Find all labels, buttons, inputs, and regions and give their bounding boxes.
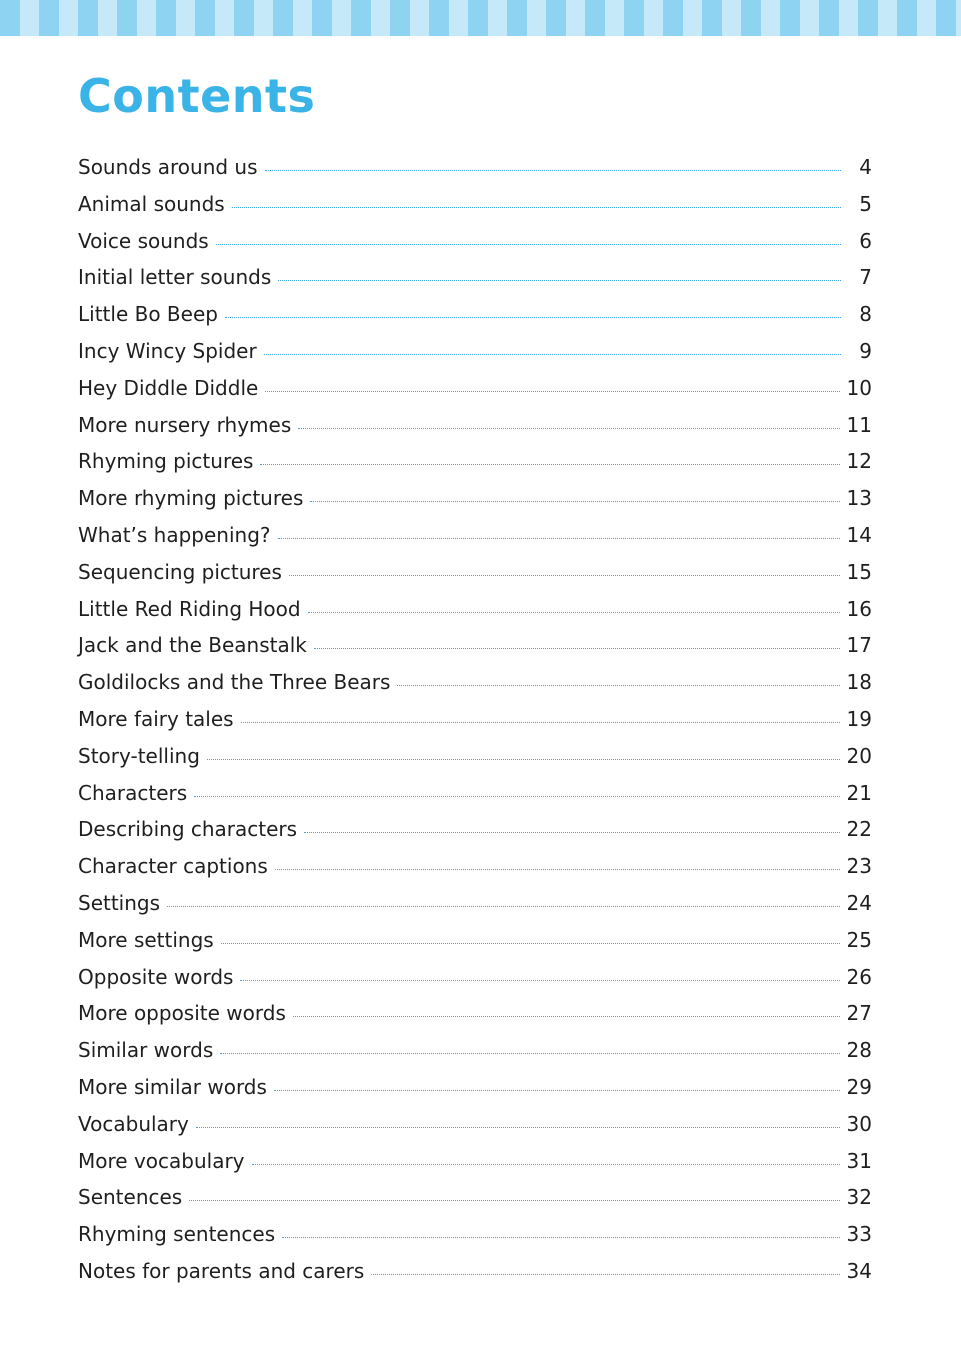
toc-entry-page-number: 26 (846, 964, 872, 989)
dot-leader (167, 906, 840, 907)
toc-entry-title: Story-telling (78, 743, 200, 768)
toc-entry[interactable] (78, 811, 872, 848)
toc-entry-title: More opposite words (78, 1001, 286, 1026)
toc-entry-page-number: 5 (859, 191, 872, 216)
toc-entry-title: Little Bo Beep (78, 302, 218, 327)
toc-entry[interactable] (78, 959, 872, 996)
table-of-contents (78, 149, 872, 1290)
toc-entry-title: Rhyming pictures (78, 449, 254, 474)
toc-entry[interactable] (78, 848, 872, 885)
toc-entry[interactable] (78, 1216, 872, 1253)
toc-entry-title: Character captions (78, 854, 268, 879)
toc-entry[interactable] (78, 627, 872, 664)
toc-entry-title: Jack and the Beanstalk (78, 633, 307, 658)
toc-entry-page-number: 33 (846, 1222, 872, 1247)
toc-entry-title: What’s happening? (78, 522, 271, 547)
toc-entry-title: Characters (78, 780, 188, 805)
toc-entry-title: Vocabulary (78, 1111, 189, 1136)
dot-leader (240, 980, 839, 981)
toc-entry-title: More settings (78, 927, 214, 952)
toc-entry[interactable] (78, 333, 872, 370)
toc-entry[interactable] (78, 591, 872, 628)
toc-entry-page-number: 4 (859, 155, 872, 179)
toc-entry-page-number: 21 (846, 780, 872, 805)
dot-leader (189, 1200, 839, 1201)
dot-leader (274, 1090, 840, 1091)
dot-leader (194, 796, 839, 797)
toc-entry-page-number: 23 (846, 854, 872, 879)
dot-leader (260, 464, 839, 465)
dot-leader (220, 1053, 839, 1054)
toc-entry-page-number: 12 (846, 449, 872, 474)
toc-entry[interactable] (78, 370, 872, 407)
toc-entry-page-number: 6 (859, 228, 872, 253)
toc-entry-page-number: 19 (846, 706, 872, 731)
toc-entry-title: Sentences (78, 1185, 183, 1210)
toc-entry-title: More nursery rhymes (78, 412, 292, 437)
toc-entry-title: Sequencing pictures (78, 559, 282, 584)
dot-leader (264, 354, 841, 355)
toc-entry-page-number: 11 (846, 412, 872, 437)
toc-entry-title: Initial letter sounds (78, 265, 272, 290)
toc-entry-page-number: 32 (846, 1185, 872, 1210)
toc-entry[interactable] (78, 1069, 872, 1106)
toc-entry-page-number: 27 (846, 1001, 872, 1026)
toc-entry-title: Notes for parents and carers (78, 1258, 365, 1283)
toc-entry-title: Voice sounds (78, 228, 209, 253)
toc-entry[interactable] (78, 554, 872, 591)
dot-leader (308, 612, 840, 613)
toc-entry-page-number: 9 (859, 338, 872, 363)
dot-leader (216, 244, 841, 245)
toc-entry-page-number: 15 (846, 559, 872, 584)
dot-leader (293, 1016, 840, 1017)
toc-entry[interactable] (78, 1143, 872, 1180)
toc-entry-page-number: 25 (846, 927, 872, 952)
toc-entry[interactable] (78, 223, 872, 260)
toc-entry-page-number: 34 (846, 1258, 872, 1283)
toc-entry-title: Describing characters (78, 817, 298, 842)
toc-entry-page-number: 18 (846, 670, 872, 695)
toc-entry[interactable] (78, 296, 872, 333)
dot-leader (275, 869, 840, 870)
toc-entry[interactable] (78, 259, 872, 296)
dot-leader (278, 538, 840, 539)
toc-entry-title: Opposite words (78, 964, 234, 989)
dot-leader (232, 207, 841, 208)
toc-entry[interactable] (78, 1032, 872, 1069)
toc-entry[interactable] (78, 1179, 872, 1216)
decorative-stripe-banner (0, 0, 961, 36)
toc-entry[interactable] (78, 407, 872, 444)
toc-entry-title: Little Red Riding Hood (78, 596, 301, 621)
toc-entry-title: Hey Diddle Diddle (78, 375, 259, 400)
toc-entry-page-number: 30 (846, 1111, 872, 1136)
toc-entry-title: Animal sounds (78, 191, 225, 216)
toc-entry-page-number: 28 (846, 1038, 872, 1063)
dot-leader (196, 1127, 840, 1128)
toc-entry-page-number: 29 (846, 1074, 872, 1099)
toc-entry-title: Settings (78, 890, 161, 915)
toc-entry-page-number: 7 (859, 265, 872, 290)
dot-leader (304, 832, 839, 833)
toc-entry-page-number: 10 (846, 375, 872, 400)
toc-entry-title: More rhyming pictures (78, 486, 304, 511)
dot-leader (221, 943, 840, 944)
toc-entry[interactable] (78, 664, 872, 701)
toc-entry-page-number: 16 (846, 596, 872, 621)
dot-leader (265, 391, 839, 392)
toc-entry[interactable] (78, 517, 872, 554)
toc-entry[interactable] (78, 186, 872, 223)
toc-entry[interactable] (78, 922, 872, 959)
toc-entry[interactable] (78, 995, 872, 1032)
toc-entry[interactable] (78, 1253, 872, 1290)
dot-leader (314, 648, 840, 649)
toc-entry[interactable] (78, 480, 872, 517)
toc-entry-title: Goldilocks and the Three Bears (78, 670, 391, 695)
toc-entry[interactable] (78, 443, 872, 480)
toc-entry-page-number: 8 (859, 302, 872, 327)
toc-entry[interactable] (78, 1106, 872, 1143)
toc-entry-title: Similar words (78, 1038, 214, 1063)
dot-leader (310, 501, 839, 502)
toc-entry-page-number: 17 (846, 633, 872, 658)
toc-entry-page-number: 14 (846, 522, 872, 547)
toc-entry-page-number: 20 (846, 743, 872, 768)
dot-leader (278, 280, 841, 281)
dot-leader (252, 1164, 840, 1165)
toc-entry[interactable] (78, 885, 872, 922)
dot-leader (298, 428, 839, 429)
toc-entry-title: Rhyming sentences (78, 1222, 276, 1247)
toc-entry[interactable] (78, 701, 872, 738)
dot-leader (265, 170, 841, 171)
toc-entry[interactable] (78, 738, 872, 775)
dot-leader (371, 1274, 839, 1275)
toc-entry-page-number: 13 (846, 486, 872, 511)
toc-entry-title: Sounds around us (78, 155, 258, 179)
page-title: Contents (78, 69, 316, 123)
toc-entry-title: More similar words (78, 1074, 267, 1099)
toc-entry-page-number: 22 (846, 817, 872, 842)
dot-leader (397, 685, 839, 686)
dot-leader (241, 722, 840, 723)
toc-entry-title: More fairy tales (78, 706, 234, 731)
toc-entry-title: Incy Wincy Spider (78, 338, 257, 363)
toc-entry-page-number: 31 (846, 1148, 872, 1173)
toc-entry[interactable] (78, 149, 872, 186)
toc-entry-title: More vocabulary (78, 1148, 245, 1173)
toc-entry[interactable] (78, 775, 872, 812)
dot-leader (289, 575, 840, 576)
dot-leader (207, 759, 840, 760)
toc-entry-page-number: 24 (846, 890, 872, 915)
dot-leader (225, 317, 841, 318)
dot-leader (282, 1237, 839, 1238)
